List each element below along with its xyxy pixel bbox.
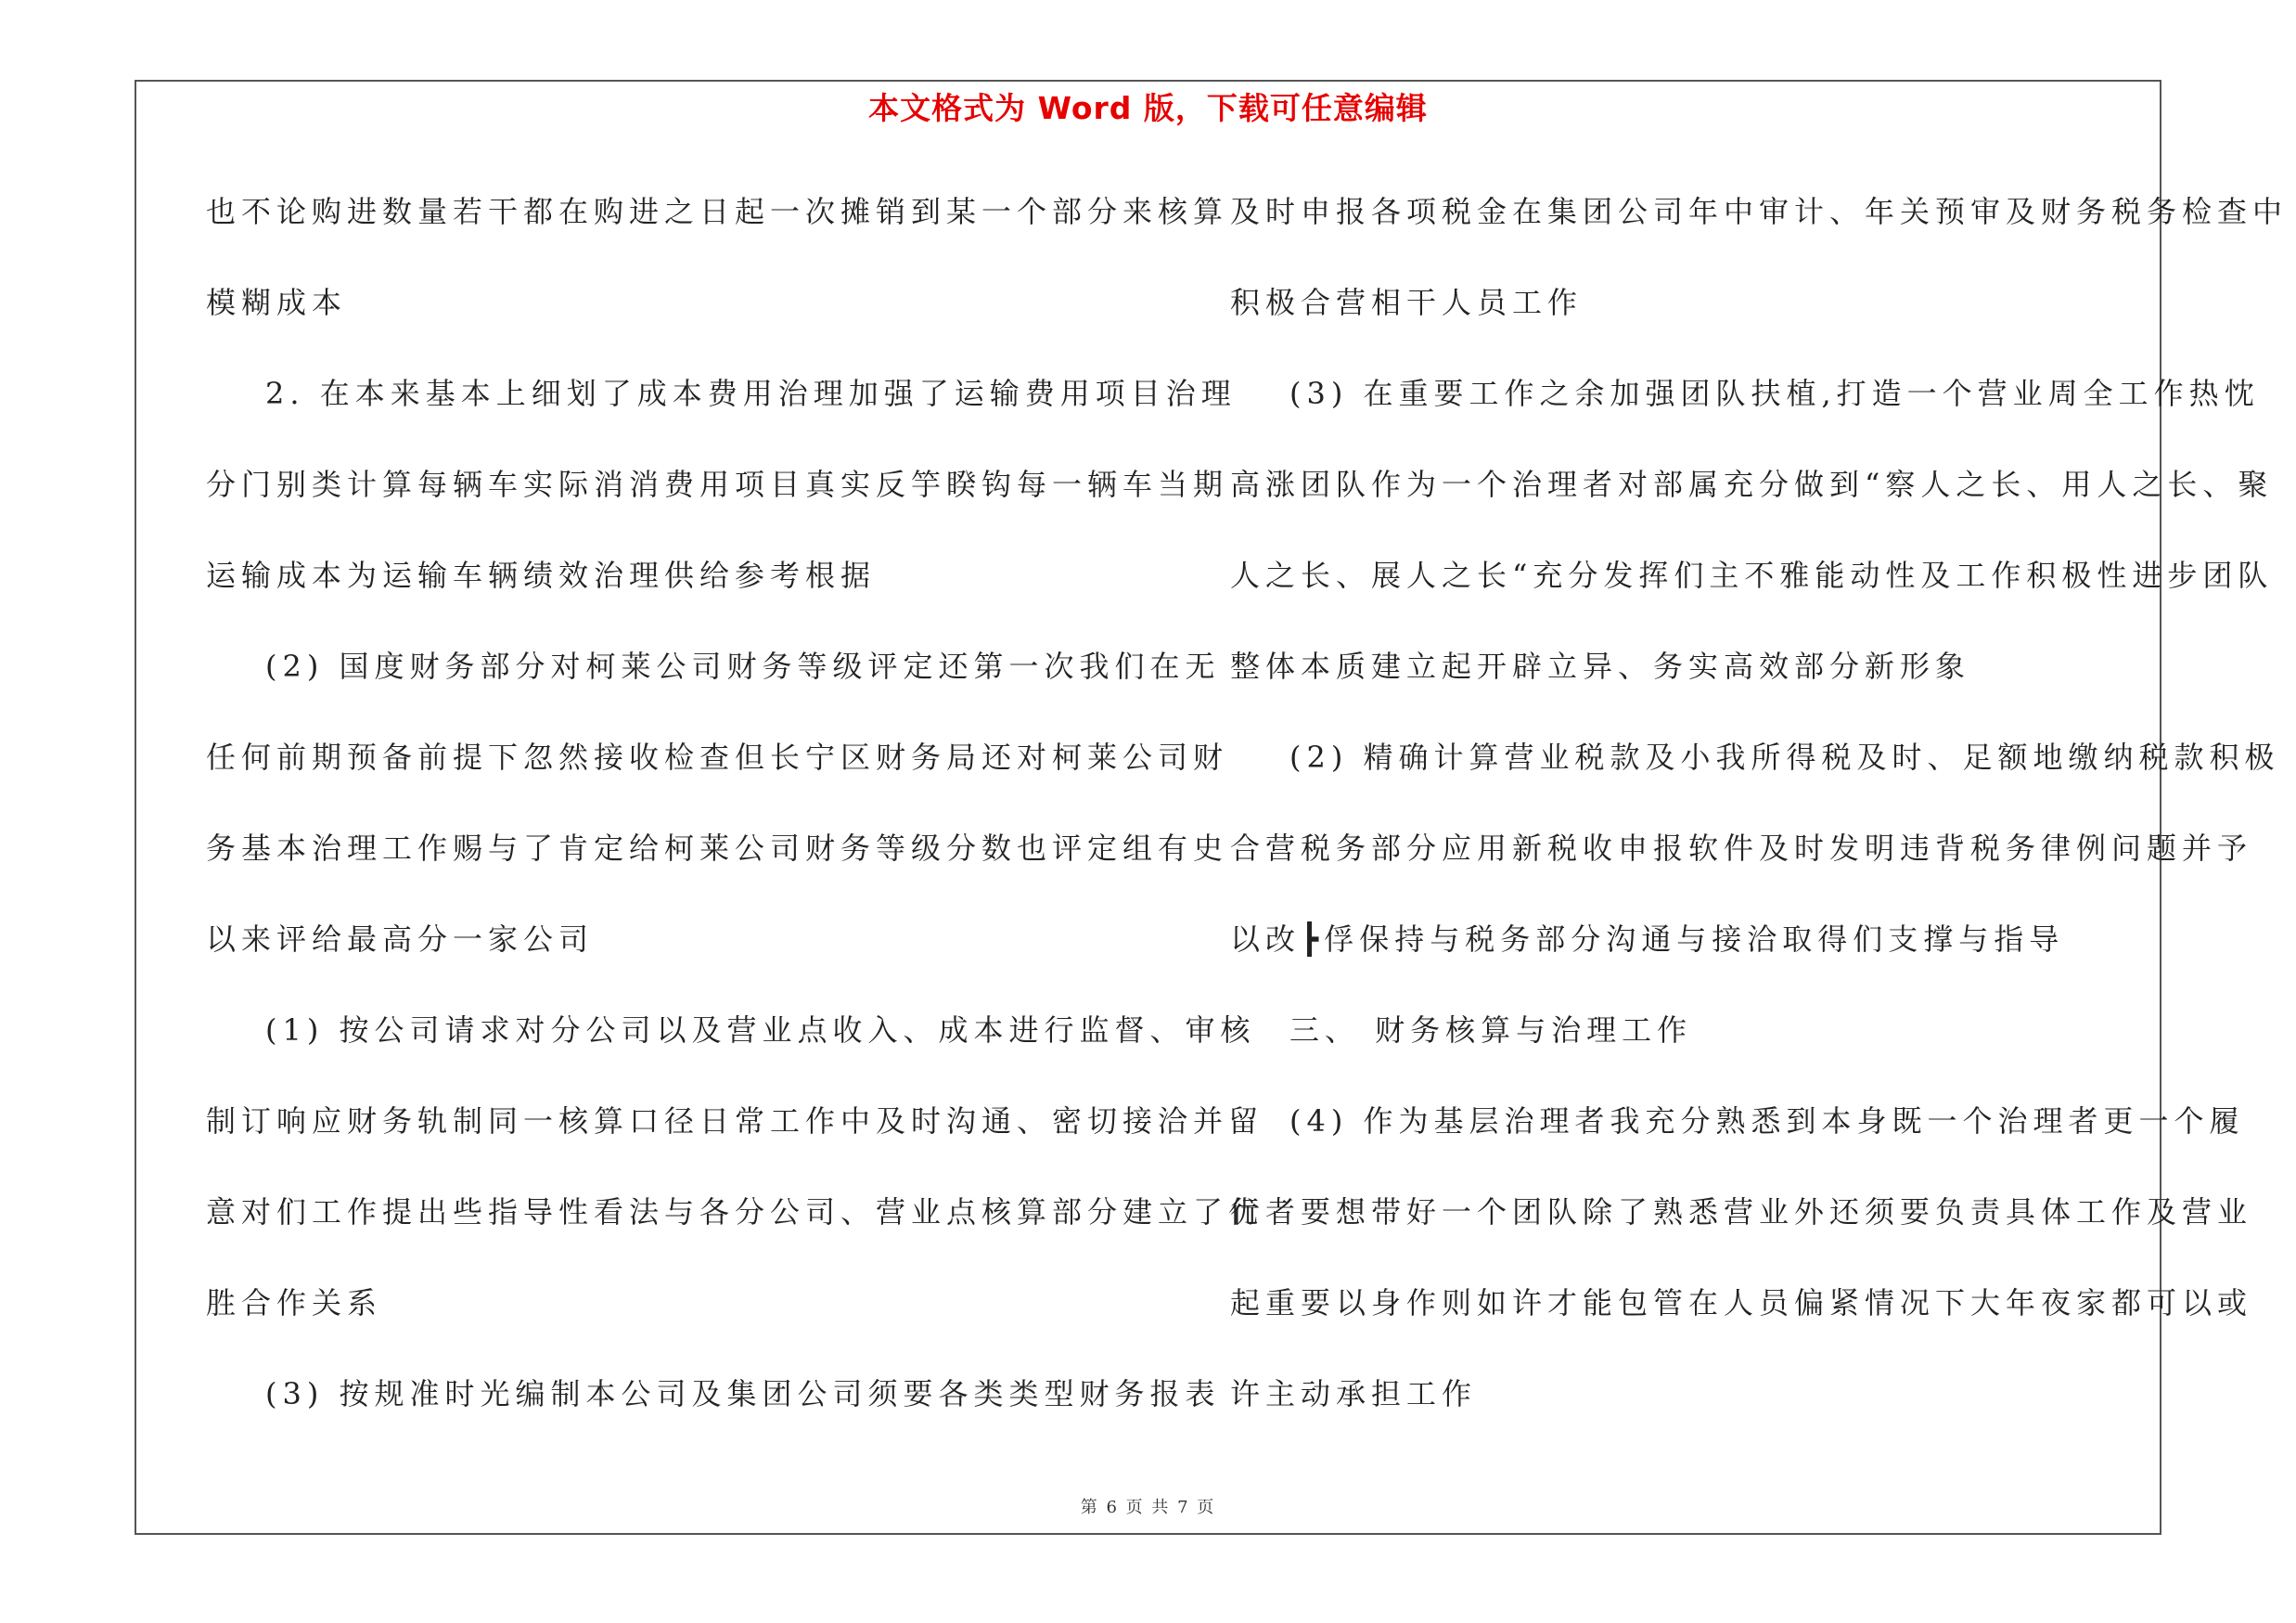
text-line: 行者要想带好一个团队除了熟悉营业外还须要负责具体工作及营业: [1230, 1194, 2253, 1230]
text-line: 分门别类计算每辆车实际消消费用项目真实反竽睽钩每一辆车当期: [206, 467, 1229, 502]
text-line: (1) 按公司请求对分公司以及营业点收入、成本进行监督、审核: [265, 1012, 1256, 1048]
text-line: 2. 在本来基本上细划了成本费用治理加强了运输费用项目治理: [265, 376, 1237, 411]
word-format-banner: 本文格式为 Word 版，下载可任意编辑: [868, 90, 1428, 126]
text-line: 积极合营相干人员工作: [1230, 285, 1584, 320]
text-line: 高涨团队作为一个治理者对部属充分做到“察人之长、用人之长、聚: [1230, 467, 2274, 502]
text-line: 务基本治理工作赐与了肯定给柯莱公司财务等级分数也评定组有史: [206, 831, 1229, 866]
left-column: [206, 182, 1264, 1455]
text-line: 许主动承担工作: [1230, 1376, 1478, 1411]
text-line: 合营税务部分应用新税收申报软件及时发明违背税务律例问题并予: [1230, 831, 2253, 866]
section-heading: 三、 财务核算与治理工作: [1289, 1012, 1693, 1048]
text-line: 模糊成本: [206, 285, 348, 320]
text-line: 也不论购进数量若干都在购进之日起一次摊销到某一个部分来核算: [206, 194, 1229, 229]
text-line: 以改┣俘保持与税务部分沟通与接洽取得们支撑与指导: [1230, 921, 2065, 957]
page-number-footer: 第 6 页 共 7 页: [1080, 1498, 1216, 1517]
text-line: 胜合作关系: [206, 1285, 383, 1320]
text-line: 运输成本为运输车辆绩效治理供给参考根据: [206, 558, 877, 593]
text-line: 及时申报各项税金在集团公司年中审计、年关预审及财务税务检查中: [1230, 194, 2289, 229]
right-column: [1230, 182, 2289, 1455]
text-line: (4) 作为基层治理者我充分熟悉到本身既一个治理者更一个履: [1289, 1103, 2245, 1139]
text-line: 整体本质建立起开辟立异、务实高效部分新形象: [1230, 649, 1971, 684]
text-line: 以来评给最高分一家公司: [206, 921, 595, 957]
text-line: 起重要以身作则如许才能包管在人员偏紧情况下大年夜家都可以或: [1230, 1285, 2253, 1320]
text-line: (3) 在重要工作之余加强团队扶植,打造一个营业周全工作热忱: [1289, 376, 2260, 411]
text-line: (3) 按规准时光编制本公司及集团公司须要各类类型财务报表: [265, 1376, 1221, 1411]
text-line: 人之长、展人之长“充分发挥们主不雅能动性及工作积极性进步团队: [1230, 558, 2274, 593]
text-line: (2) 国度财务部分对柯莱公司财务等级评定还第一次我们在无: [265, 649, 1221, 684]
text-line: 意对们工作提出些指导性看法与各分公司、营业点核算部分建立了优: [206, 1194, 1264, 1230]
text-line: 制订响应财务轨制同一核算口径日常工作中及时沟通、密切接洽并留: [206, 1103, 1264, 1139]
text-line: (2) 精确计算营业税款及小我所得税及时、足额地缴纳税款积极: [1289, 740, 2280, 775]
text-line: 任何前期预备前提下忽然接收检查但长宁区财务局还对柯莱公司财: [206, 740, 1229, 775]
